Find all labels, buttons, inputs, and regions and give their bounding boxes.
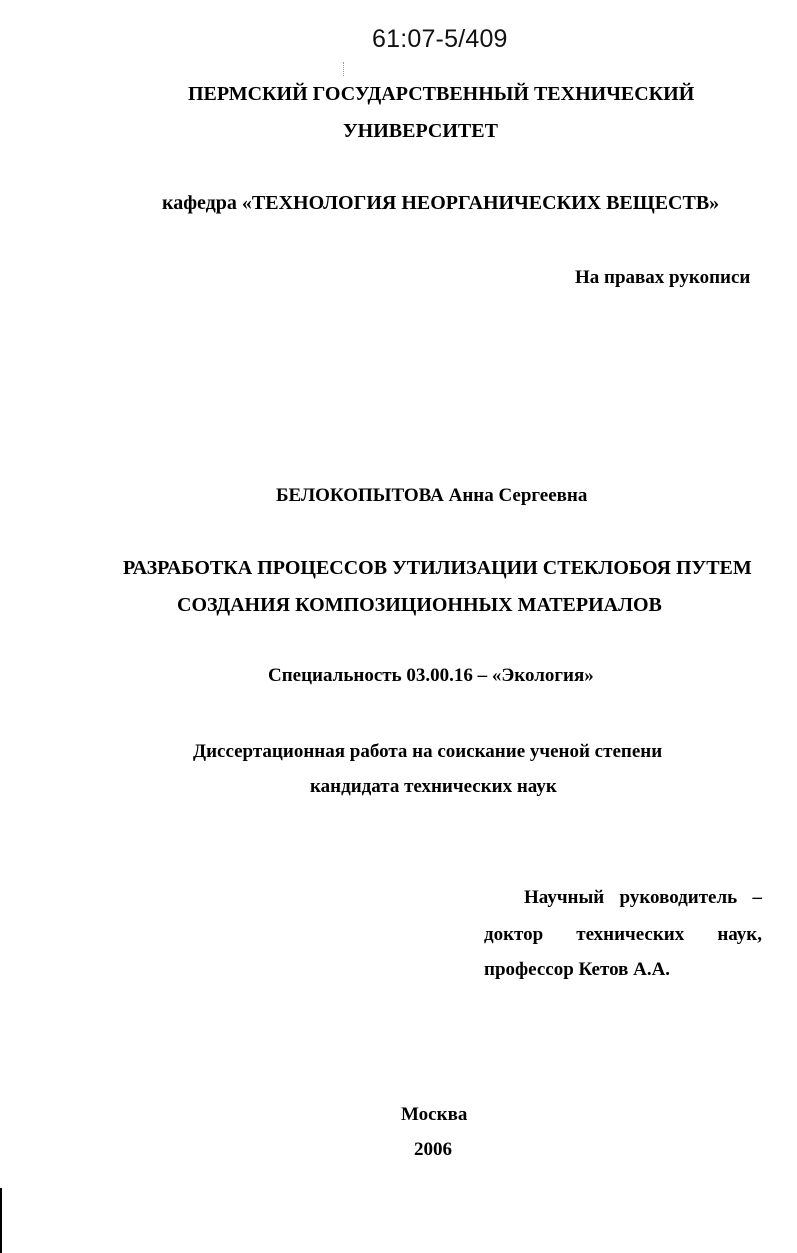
- city: Москва: [401, 1104, 468, 1125]
- supervisor-degree-word-1: доктор: [484, 924, 544, 945]
- supervisor-line3: профессор Кетов А.А.: [484, 959, 671, 980]
- supervisor-word-1: Научный: [524, 887, 605, 908]
- degree-line2: кандидата технических наук: [310, 776, 557, 797]
- manuscript-note: На правах рукописи: [575, 267, 751, 288]
- supervisor-word-3: –: [752, 887, 762, 908]
- supervisor-word-2: руководитель: [619, 887, 738, 908]
- department-name: кафедра «ТЕХНОЛОГИЯ НЕОРГАНИЧЕСКИХ ВЕЩЕСТВ»: [162, 192, 720, 214]
- university-name-line2: УНИВЕРСИТЕТ: [343, 120, 498, 142]
- university-name-line1: ПЕРМСКИЙ ГОСУДАРСТВЕННЫЙ ТЕХНИЧЕСКИЙ: [188, 83, 695, 105]
- year: 2006: [414, 1139, 452, 1160]
- degree-line1: Диссертационная работа на соискание ученой степени: [193, 741, 663, 762]
- author-surname: БЕЛОКОПЫТОВА: [276, 485, 444, 506]
- dissertation-title-line1: РАЗРАБОТКА ПРОЦЕССОВ УТИЛИЗАЦИИ СТЕКЛОБОЯ ПУТЕМ: [123, 557, 752, 579]
- supervisor-line1: [524, 887, 762, 909]
- scan-edge-mark: [0, 1188, 2, 1253]
- author-name: [276, 486, 587, 505]
- supervisor-line2: [484, 924, 762, 946]
- supervisor-degree-word-2: технических: [576, 924, 685, 945]
- scan-dots: [343, 62, 346, 76]
- specialty: Специальность 03.00.16 – «Экология»: [268, 665, 594, 686]
- catalog-stamp: 61:07-5/409: [372, 25, 508, 53]
- dissertation-title-line2: СОЗДАНИЯ КОМПОЗИЦИОННЫХ МАТЕРИАЛОВ: [177, 594, 662, 616]
- author-given-names: Анна Сергеевна: [448, 485, 588, 506]
- supervisor-degree-word-3: наук,: [717, 924, 762, 945]
